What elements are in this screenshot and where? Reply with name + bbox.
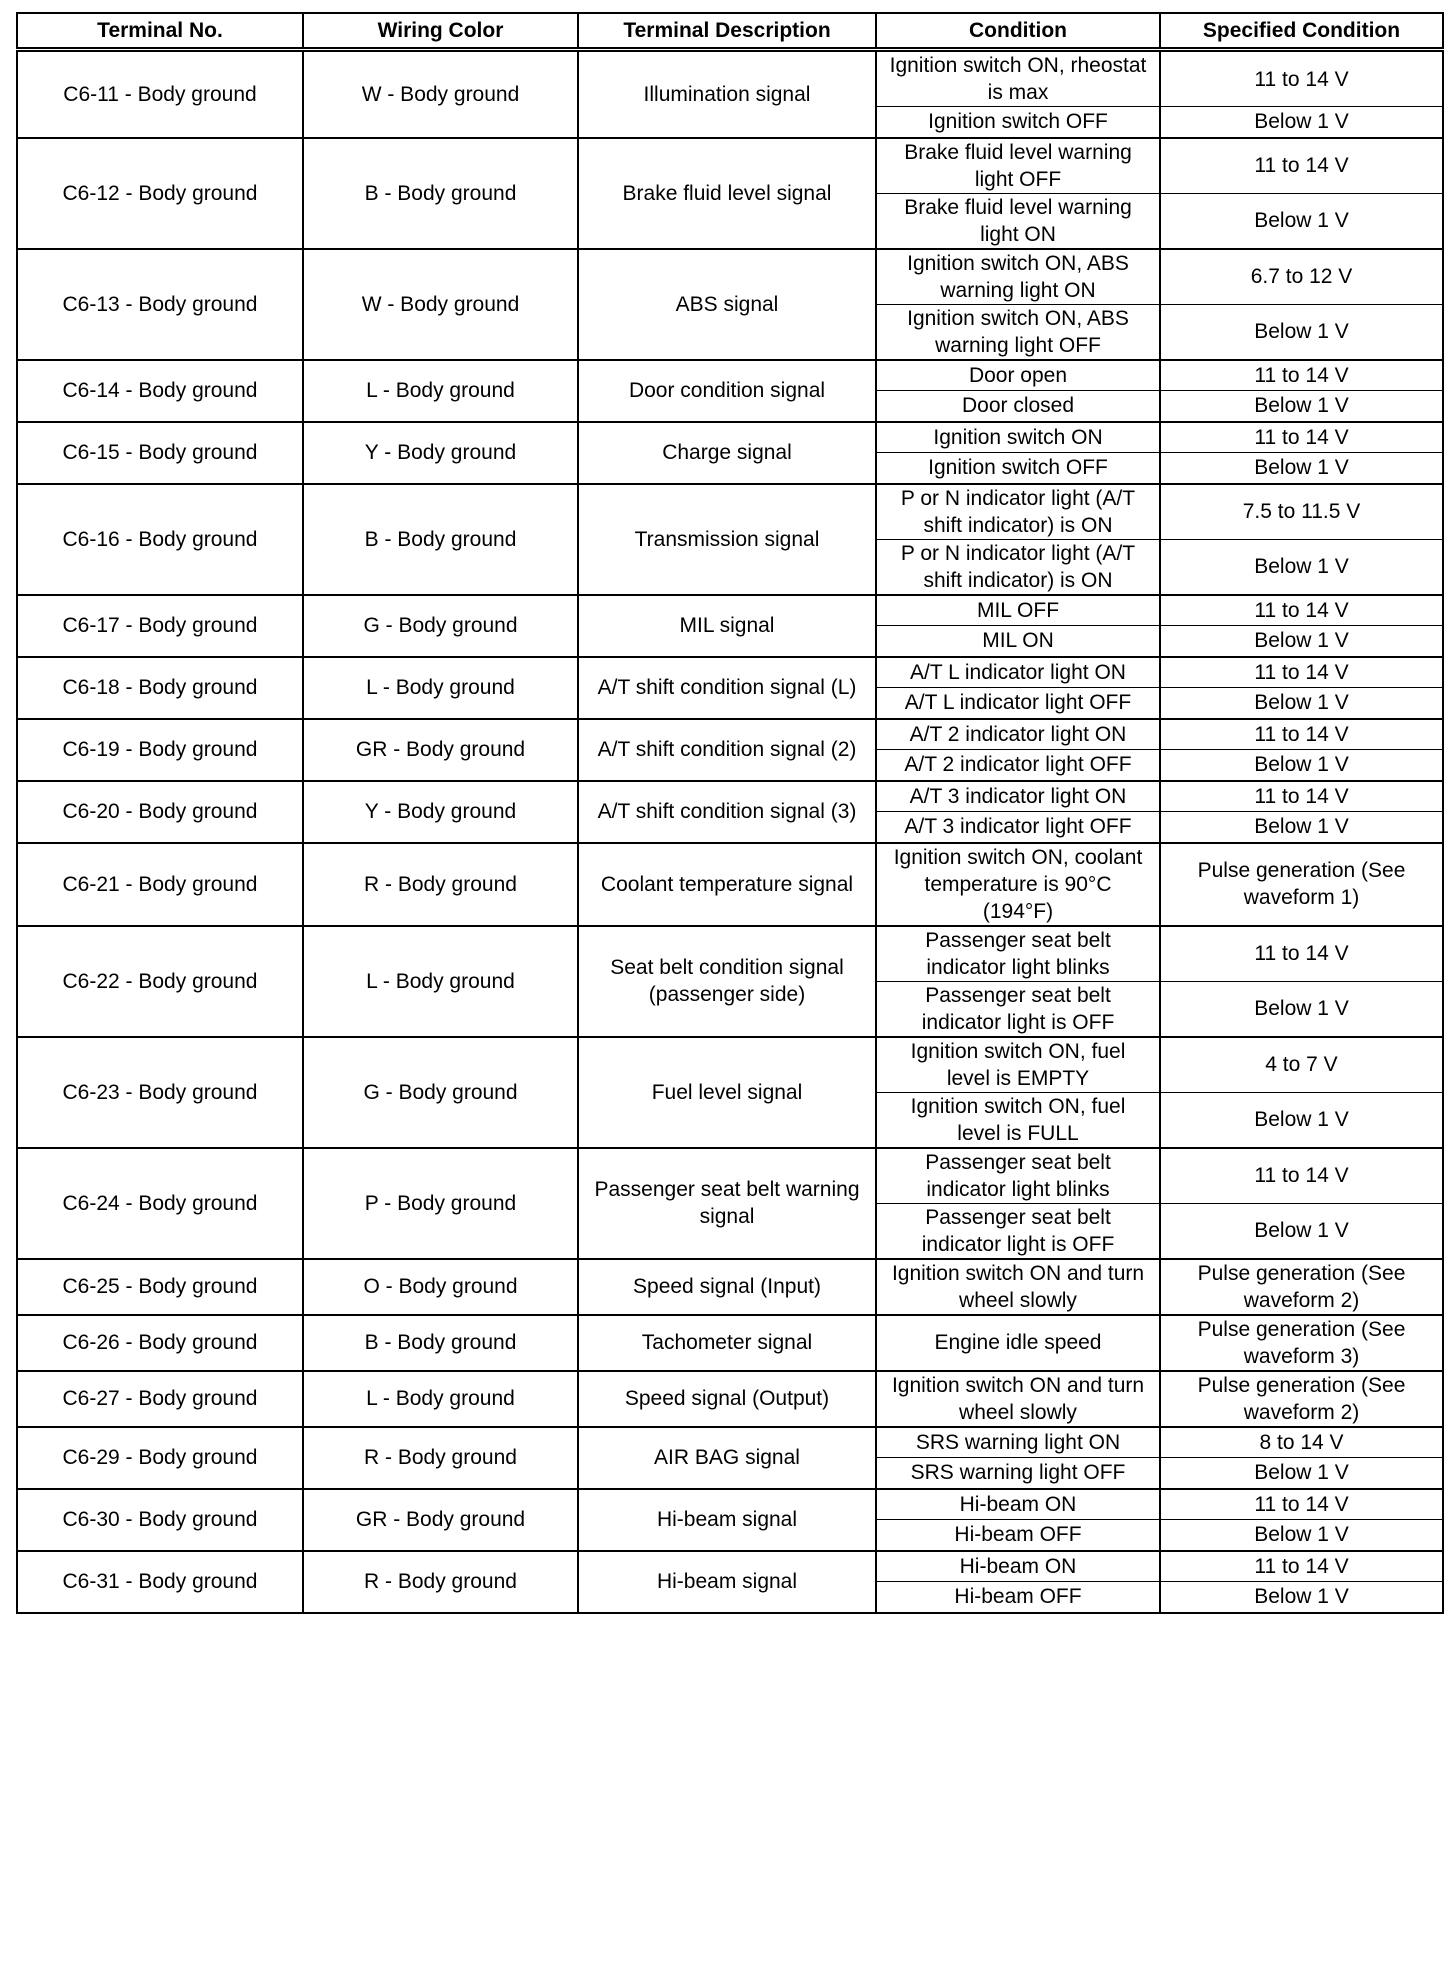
terminal-description-cell: Illumination signal — [578, 50, 876, 138]
terminal-description-cell: Hi-beam signal — [578, 1489, 876, 1551]
table-row — [17, 595, 1443, 626]
condition-cell: Hi-beam OFF — [876, 1520, 1160, 1551]
terminal-no-cell: C6-20 - Body ground — [17, 781, 303, 843]
wiring-color-cell: O - Body ground — [303, 1259, 578, 1315]
wiring-color-cell: L - Body ground — [303, 360, 578, 422]
specified-condition-cell: Below 1 V — [1160, 539, 1443, 595]
header-wiring-color: Wiring Color — [303, 13, 578, 50]
terminal-description-cell: Coolant temperature signal — [578, 843, 876, 926]
wiring-color-cell: L - Body ground — [303, 657, 578, 719]
table-row — [17, 249, 1443, 305]
specified-condition-cell: Below 1 V — [1160, 1520, 1443, 1551]
specified-condition-cell: Below 1 V — [1160, 453, 1443, 484]
terminal-description-cell: ABS signal — [578, 249, 876, 360]
header-condition: Condition — [876, 13, 1160, 50]
table-row — [17, 657, 1443, 688]
condition-cell: Hi-beam ON — [876, 1551, 1160, 1582]
table-header — [17, 13, 1443, 50]
terminal-no-cell: C6-26 - Body ground — [17, 1315, 303, 1371]
header-terminal-no: Terminal No. — [17, 13, 303, 50]
terminal-no-cell: C6-27 - Body ground — [17, 1371, 303, 1427]
condition-cell: Ignition switch ON and turn wheel slowly — [876, 1371, 1160, 1427]
specified-condition-cell: 11 to 14 V — [1160, 926, 1443, 982]
wiring-color-cell: B - Body ground — [303, 138, 578, 249]
terminal-no-cell: C6-12 - Body ground — [17, 138, 303, 249]
terminal-description-cell: Seat belt condition signal (passenger side) — [578, 926, 876, 1037]
specified-condition-cell: 11 to 14 V — [1160, 781, 1443, 812]
terminal-description-cell: Fuel level signal — [578, 1037, 876, 1148]
header-specified-condition: Specified Condition — [1160, 13, 1443, 50]
condition-cell: Ignition switch ON, fuel level is FULL — [876, 1092, 1160, 1148]
condition-cell: SRS warning light ON — [876, 1427, 1160, 1458]
specified-condition-cell: Below 1 V — [1160, 981, 1443, 1037]
terminal-description-cell: Passenger seat belt warning signal — [578, 1148, 876, 1259]
specified-condition-cell: 11 to 14 V — [1160, 657, 1443, 688]
terminal-description-cell: Hi-beam signal — [578, 1551, 876, 1613]
condition-cell: Brake fluid level warning light ON — [876, 193, 1160, 249]
condition-cell: Ignition switch ON — [876, 422, 1160, 453]
condition-cell: Ignition switch ON, fuel level is EMPTY — [876, 1037, 1160, 1093]
terminal-description-cell: Brake fluid level signal — [578, 138, 876, 249]
specified-condition-cell: 11 to 14 V — [1160, 1551, 1443, 1582]
condition-cell: Ignition switch OFF — [876, 107, 1160, 138]
wiring-color-cell: L - Body ground — [303, 926, 578, 1037]
specified-condition-cell: Below 1 V — [1160, 1582, 1443, 1613]
table-row — [17, 1259, 1443, 1315]
specified-condition-cell: 11 to 14 V — [1160, 422, 1443, 453]
specified-condition-cell: Below 1 V — [1160, 812, 1443, 843]
table-row — [17, 1427, 1443, 1458]
specified-condition-cell: 11 to 14 V — [1160, 138, 1443, 194]
specified-condition-cell: Pulse generation (See waveform 2) — [1160, 1371, 1443, 1427]
specified-condition-cell: Below 1 V — [1160, 688, 1443, 719]
specified-condition-cell: 11 to 14 V — [1160, 719, 1443, 750]
condition-cell: P or N indicator light (A/T shift indicator) is ON — [876, 539, 1160, 595]
terminal-description-cell: A/T shift condition signal (3) — [578, 781, 876, 843]
specified-condition-cell: Below 1 V — [1160, 391, 1443, 422]
specified-condition-cell: Below 1 V — [1160, 1203, 1443, 1259]
terminal-no-cell: C6-29 - Body ground — [17, 1427, 303, 1489]
condition-cell: A/T L indicator light OFF — [876, 688, 1160, 719]
table-row — [17, 422, 1443, 453]
terminal-spec-sheet — [16, 12, 1442, 1614]
specified-condition-cell: 8 to 14 V — [1160, 1427, 1443, 1458]
header-row — [17, 13, 1443, 50]
table-row — [17, 719, 1443, 750]
terminal-no-cell: C6-17 - Body ground — [17, 595, 303, 657]
condition-cell: Ignition switch ON, ABS warning light ON — [876, 249, 1160, 305]
wiring-color-cell: B - Body ground — [303, 484, 578, 595]
condition-cell: A/T L indicator light ON — [876, 657, 1160, 688]
condition-cell: A/T 2 indicator light ON — [876, 719, 1160, 750]
condition-cell: MIL OFF — [876, 595, 1160, 626]
table-row — [17, 1489, 1443, 1520]
wiring-color-cell: R - Body ground — [303, 1427, 578, 1489]
terminal-no-cell: C6-24 - Body ground — [17, 1148, 303, 1259]
condition-cell: Engine idle speed — [876, 1315, 1160, 1371]
wiring-color-cell: G - Body ground — [303, 1037, 578, 1148]
terminal-spec-table — [16, 12, 1444, 1614]
wiring-color-cell: R - Body ground — [303, 1551, 578, 1613]
terminal-no-cell: C6-19 - Body ground — [17, 719, 303, 781]
specified-condition-cell: Pulse generation (See waveform 1) — [1160, 843, 1443, 926]
condition-cell: Ignition switch ON, coolant temperature is 90°C (194°F) — [876, 843, 1160, 926]
table-row — [17, 1315, 1443, 1371]
condition-cell: Passenger seat belt indicator light is OFF — [876, 1203, 1160, 1259]
terminal-description-cell: Charge signal — [578, 422, 876, 484]
wiring-color-cell: GR - Body ground — [303, 719, 578, 781]
condition-cell: Ignition switch ON, rheostat is max — [876, 50, 1160, 107]
condition-cell: Ignition switch ON, ABS warning light OFF — [876, 304, 1160, 360]
table-row — [17, 1037, 1443, 1093]
specified-condition-cell: Below 1 V — [1160, 750, 1443, 781]
specified-condition-cell: 7.5 to 11.5 V — [1160, 484, 1443, 540]
table-row — [17, 1371, 1443, 1427]
wiring-color-cell: W - Body ground — [303, 249, 578, 360]
table-row — [17, 484, 1443, 540]
wiring-color-cell: P - Body ground — [303, 1148, 578, 1259]
table-row — [17, 843, 1443, 926]
condition-cell: Passenger seat belt indicator light blinks — [876, 926, 1160, 982]
specified-condition-cell: 6.7 to 12 V — [1160, 249, 1443, 305]
specified-condition-cell: Below 1 V — [1160, 304, 1443, 360]
wiring-color-cell: W - Body ground — [303, 50, 578, 138]
terminal-description-cell: AIR BAG signal — [578, 1427, 876, 1489]
table-row — [17, 138, 1443, 194]
terminal-no-cell: C6-18 - Body ground — [17, 657, 303, 719]
table-row — [17, 781, 1443, 812]
condition-cell: MIL ON — [876, 626, 1160, 657]
condition-cell: Passenger seat belt indicator light is OFF — [876, 981, 1160, 1037]
terminal-no-cell: C6-14 - Body ground — [17, 360, 303, 422]
table-row — [17, 50, 1443, 107]
terminal-no-cell: C6-15 - Body ground — [17, 422, 303, 484]
condition-cell: P or N indicator light (A/T shift indicator) is ON — [876, 484, 1160, 540]
terminal-no-cell: C6-21 - Body ground — [17, 843, 303, 926]
table-body — [17, 50, 1443, 1613]
terminal-no-cell: C6-23 - Body ground — [17, 1037, 303, 1148]
condition-cell: A/T 3 indicator light ON — [876, 781, 1160, 812]
condition-cell: Ignition switch OFF — [876, 453, 1160, 484]
wiring-color-cell: B - Body ground — [303, 1315, 578, 1371]
condition-cell: A/T 2 indicator light OFF — [876, 750, 1160, 781]
specified-condition-cell: Below 1 V — [1160, 1092, 1443, 1148]
condition-cell: Ignition switch ON and turn wheel slowly — [876, 1259, 1160, 1315]
wiring-color-cell: G - Body ground — [303, 595, 578, 657]
condition-cell: Brake fluid level warning light OFF — [876, 138, 1160, 194]
table-row — [17, 360, 1443, 391]
terminal-description-cell: A/T shift condition signal (2) — [578, 719, 876, 781]
terminal-no-cell: C6-16 - Body ground — [17, 484, 303, 595]
condition-cell: Door open — [876, 360, 1160, 391]
terminal-description-cell: Speed signal (Input) — [578, 1259, 876, 1315]
specified-condition-cell: Below 1 V — [1160, 626, 1443, 657]
condition-cell: Hi-beam OFF — [876, 1582, 1160, 1613]
terminal-no-cell: C6-25 - Body ground — [17, 1259, 303, 1315]
terminal-description-cell: Speed signal (Output) — [578, 1371, 876, 1427]
terminal-no-cell: C6-22 - Body ground — [17, 926, 303, 1037]
specified-condition-cell: 11 to 14 V — [1160, 1148, 1443, 1204]
wiring-color-cell: L - Body ground — [303, 1371, 578, 1427]
terminal-description-cell: Door condition signal — [578, 360, 876, 422]
wiring-color-cell: Y - Body ground — [303, 781, 578, 843]
specified-condition-cell: 11 to 14 V — [1160, 595, 1443, 626]
terminal-no-cell: C6-30 - Body ground — [17, 1489, 303, 1551]
condition-cell: Hi-beam ON — [876, 1489, 1160, 1520]
table-row — [17, 1551, 1443, 1582]
terminal-description-cell: Transmission signal — [578, 484, 876, 595]
table-row — [17, 1148, 1443, 1204]
terminal-no-cell: C6-31 - Body ground — [17, 1551, 303, 1613]
wiring-color-cell: Y - Body ground — [303, 422, 578, 484]
terminal-no-cell: C6-11 - Body ground — [17, 50, 303, 138]
condition-cell: A/T 3 indicator light OFF — [876, 812, 1160, 843]
specified-condition-cell: 11 to 14 V — [1160, 1489, 1443, 1520]
condition-cell: Door closed — [876, 391, 1160, 422]
specified-condition-cell: Pulse generation (See waveform 3) — [1160, 1315, 1443, 1371]
specified-condition-cell: 4 to 7 V — [1160, 1037, 1443, 1093]
terminal-description-cell: Tachometer signal — [578, 1315, 876, 1371]
specified-condition-cell: Below 1 V — [1160, 193, 1443, 249]
specified-condition-cell: 11 to 14 V — [1160, 50, 1443, 107]
condition-cell: Passenger seat belt indicator light blinks — [876, 1148, 1160, 1204]
terminal-description-cell: MIL signal — [578, 595, 876, 657]
specified-condition-cell: 11 to 14 V — [1160, 360, 1443, 391]
wiring-color-cell: R - Body ground — [303, 843, 578, 926]
specified-condition-cell: Pulse generation (See waveform 2) — [1160, 1259, 1443, 1315]
table-row — [17, 926, 1443, 982]
specified-condition-cell: Below 1 V — [1160, 1458, 1443, 1489]
terminal-no-cell: C6-13 - Body ground — [17, 249, 303, 360]
condition-cell: SRS warning light OFF — [876, 1458, 1160, 1489]
header-terminal-description: Terminal Description — [578, 13, 876, 50]
specified-condition-cell: Below 1 V — [1160, 107, 1443, 138]
terminal-description-cell: A/T shift condition signal (L) — [578, 657, 876, 719]
wiring-color-cell: GR - Body ground — [303, 1489, 578, 1551]
